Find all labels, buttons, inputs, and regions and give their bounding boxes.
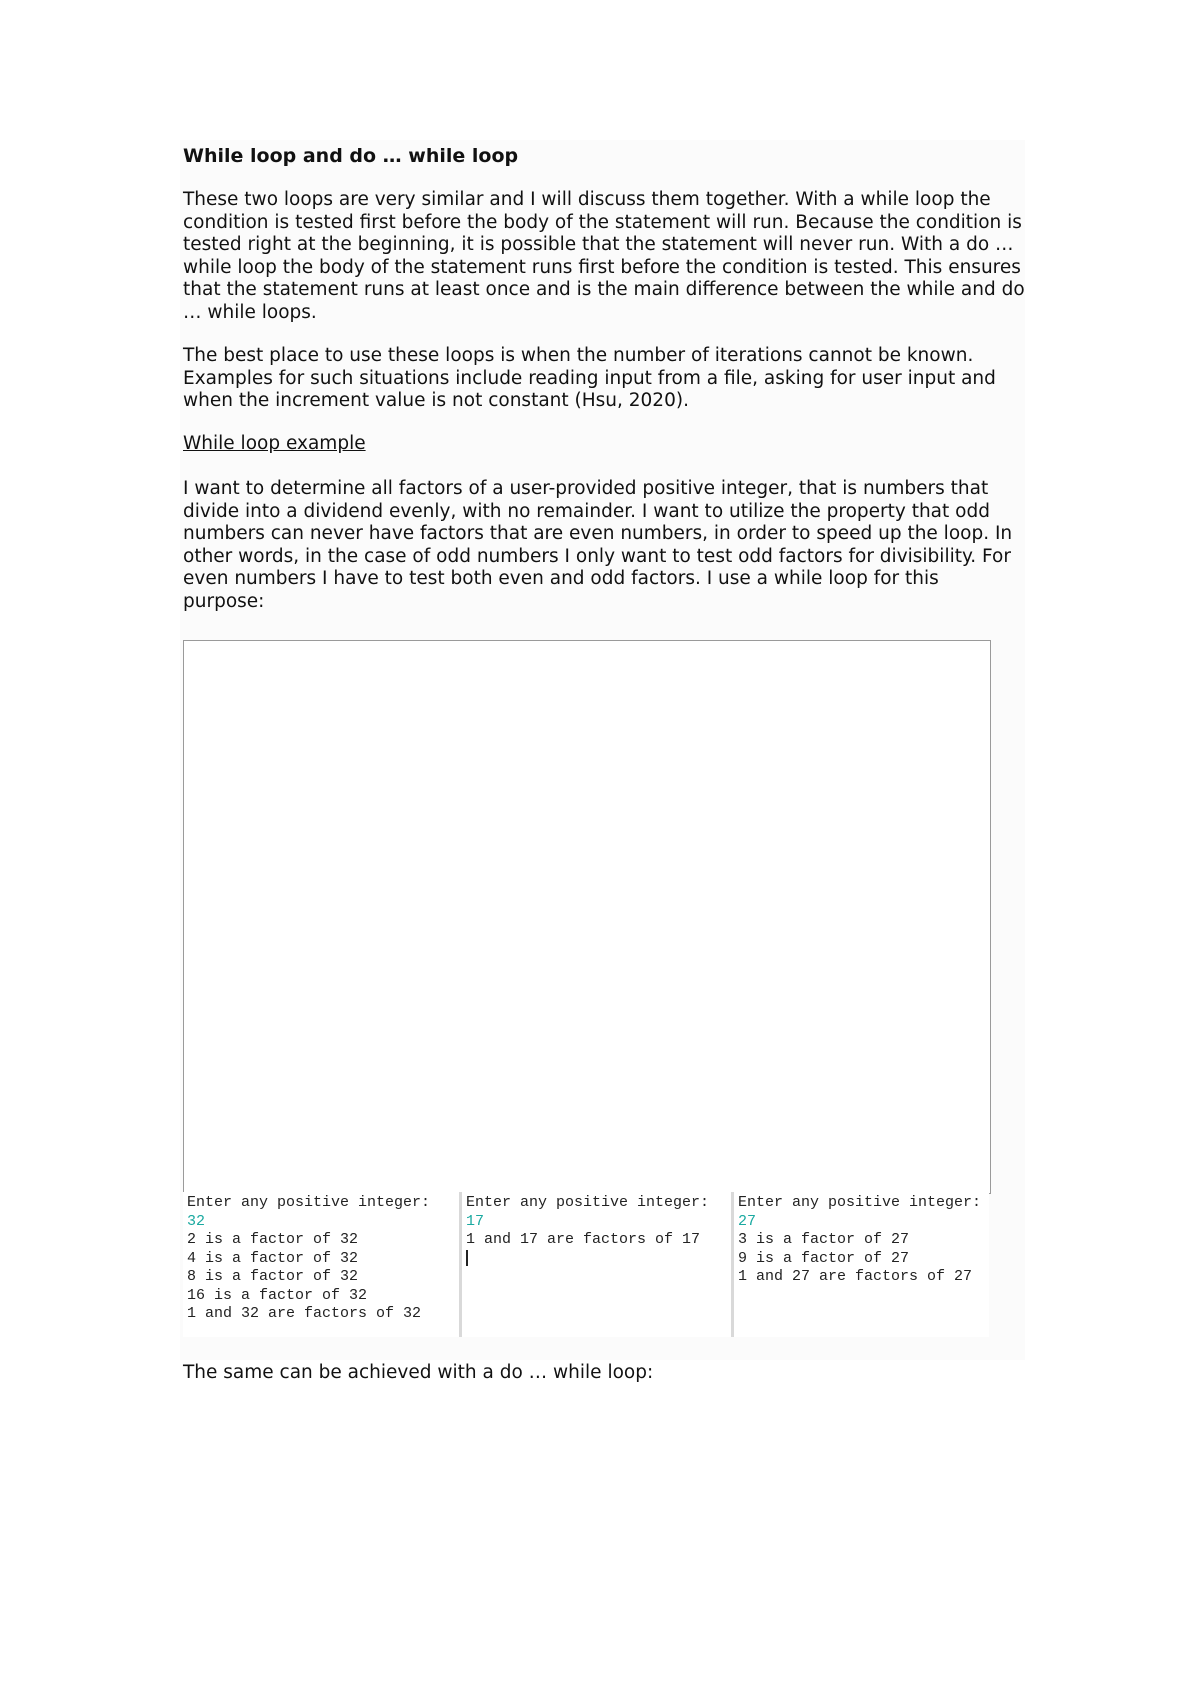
intro-paragraph: These two loops are very similar and I will discuss them together. With a while loop the condition is tested first before the body of the statement will run. Because the condition is tested right at the beginning, it is possible that the statement will never run. With a do … while loop the body of the statement runs first before the condition is tested. This ensures that the statement runs at least once and is the main difference between the while and do … while loops. xyxy=(183,189,1025,323)
console-output-line: 3 is a factor of 27 xyxy=(738,1231,910,1248)
example-subheading: While loop example xyxy=(183,433,366,454)
console-output-line: 9 is a factor of 27 xyxy=(738,1249,910,1267)
text-cursor xyxy=(466,1250,468,1266)
code-screenshot-frame xyxy=(183,640,991,1194)
console-output-strip xyxy=(183,1192,989,1337)
console-output-panel xyxy=(731,1192,989,1337)
console-output-line: 1 and 27 are factors of 27 xyxy=(738,1268,973,1285)
console-cursor-line xyxy=(466,1250,727,1269)
example-description-paragraph: I want to determine all factors of a user-provided positive integer, that is numbers that divide into a dividend evenly, with no remainder. I want to utilize the property that odd numbers can never have factors that are even numbers, in order to speed up the loop. In other words, in the case of odd numbers I only want to test odd factors for divisibility. For even numbers I have to test both even and odd factors. I use a while loop for this purpose: xyxy=(183,478,1013,612)
console-output-line: 8 is a factor of 32 xyxy=(187,1268,359,1285)
console-output-line: 1 and 32 are factors of 32 xyxy=(187,1305,422,1322)
usage-paragraph: The best place to use these loops is when the number of iterations cannot be known. Examples for such situations include reading input from a file, asking for user input and when the increment value is not constant (Hsu, 2020). xyxy=(183,345,996,411)
closing-paragraph: The same can be achieved with a do … while loop: xyxy=(183,1362,654,1383)
console-output-line: 4 is a factor of 32 xyxy=(187,1249,359,1267)
console-prompt: Enter any positive integer: xyxy=(187,1194,431,1211)
console-user-input: 27 xyxy=(738,1212,757,1230)
console-output-line: 16 is a factor of 32 xyxy=(187,1286,368,1304)
console-output-line: 2 is a factor of 32 xyxy=(187,1231,359,1248)
console-output-line: 1 and 17 are factors of 17 xyxy=(466,1231,701,1248)
section-heading: While loop and do … while loop xyxy=(183,145,519,167)
console-user-input: 17 xyxy=(466,1212,485,1230)
console-output-panel xyxy=(183,1192,455,1337)
console-prompt: Enter any positive integer: xyxy=(466,1194,710,1211)
console-prompt: Enter any positive integer: xyxy=(738,1194,982,1211)
console-user-input: 32 xyxy=(187,1212,206,1230)
console-output-panel xyxy=(459,1192,727,1337)
